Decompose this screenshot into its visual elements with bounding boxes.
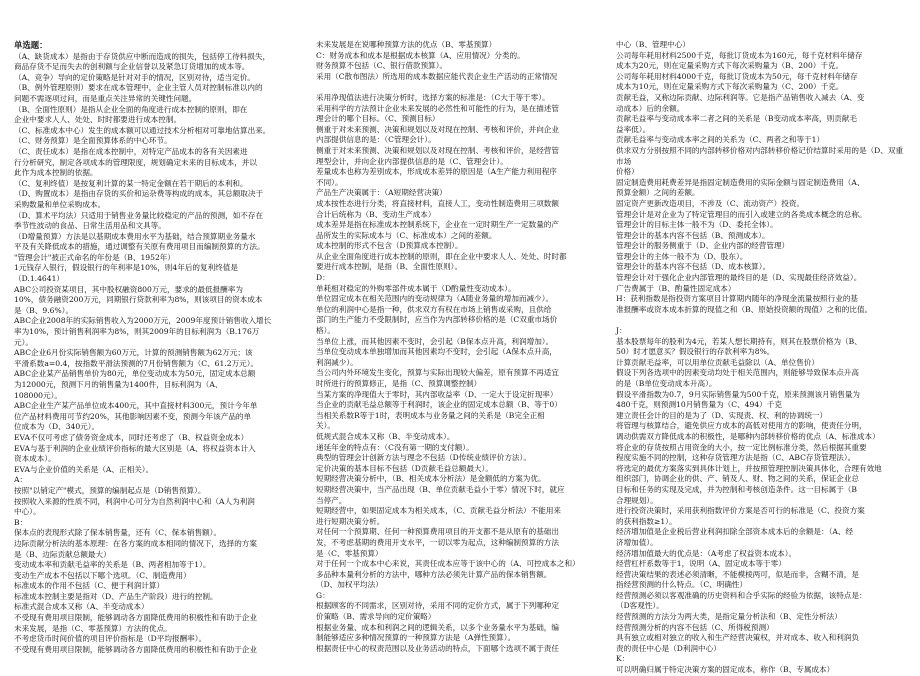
text-line: 成本为10元，则在定量采购方式下每次采购量为（C、200）千克。 [616, 82, 844, 92]
text-line: 合理规划）。 [616, 495, 658, 505]
text-line: 制能够适应多种情况预算的一种预算方法是（A弹性预算）。 [316, 633, 516, 643]
text-line: 480千克，则预测10月销售量为（C、494）千克 [616, 400, 782, 410]
text-line: 不同）。 [316, 177, 343, 187]
text-line: 发，不考虑基期的费用开支水平，一切以零为起点，这种编制预算的方法 [316, 537, 559, 547]
text-line: 指经营预测的什么特点。（C、明确性） [616, 580, 748, 590]
text-line: 中心（B、管理中心） [616, 40, 690, 49]
text-line [316, 82, 604, 93]
text-line: 供求双方分别按照不同的内部转移价格对内部转移价格记价结算时采用的是（D、双重市场 [616, 145, 904, 166]
text-line: 经营决策结果的表述必须清晰，不能模棱两可，似是而非，含糊不清，是 [616, 569, 859, 579]
text-line: G： [316, 590, 330, 600]
text-line: 要进行成本控制，是指（B、全面性原则）。 [316, 262, 463, 272]
text-line: 的获利指数≥1）。 [616, 516, 677, 526]
text-line: 当单位上涨，而其他因素不变时，会引起（B保本点升高，利润增加）。 [316, 336, 554, 346]
text-line: 进行短期决策分析。 [316, 516, 385, 526]
text-line: H：获利指数是指投资方案项目计算期内随年的净现金流量按照行业的基 [616, 294, 859, 304]
text-line: 企业中要求人人、处处、时时都要进行成本控制。 [14, 115, 182, 125]
text-line: 部门的生产能力不受限制时，应当作为内部转移价格的是（C双重市场价 [316, 315, 558, 325]
text-line: 益率低）。 [616, 124, 651, 134]
text-line: 50）时才愿意买？假设银行的存款利率为8%。 [616, 347, 775, 357]
text-line: EVA与基于利润的企业业绩评价指标的最大区别是（A、将权益资本计入 [14, 443, 256, 453]
text-line: ABC企业2008年的实际销售收入为2000万元，2009年度预计销售收入增长 [14, 316, 272, 326]
text-line: 格）。 [316, 326, 335, 336]
text-column-left [14, 40, 302, 655]
text-line: 标准成本控制主要是指对（D、产品生产阶段）进行的控制。 [14, 591, 218, 601]
text-line: ABC公司投资某项目，其中股权融资800万元，要求的最低报酬率为 [14, 284, 243, 294]
text-line: 108000元）。 [14, 390, 62, 400]
text-line: 元）。 [14, 337, 33, 347]
text-column-middle [316, 40, 604, 654]
text-line: 差量成本也称为差别成本，形成成本差异的原因是（A生产能力利用程序 [316, 167, 557, 177]
text-line: （D增量预算）方法是以基期成本费用水平为基础，结合预算期业务量水 [14, 231, 256, 241]
text-line: 成本控制的形式不包含（D预算成本控制）。 [316, 241, 463, 251]
text-line: 此作为成本控制的依据。 [14, 168, 98, 178]
text-line: 从企业全面角度进行成本控制的原则，即在企业中要求人人、处处、时时都 [316, 251, 567, 261]
text-line: 1元钱存入银行，假设银行的年利率是10%，则4年后的复利终值是 [14, 263, 238, 273]
text-column-right [616, 40, 904, 676]
text-line: 管理会计的主体一般不为（D、股东）。 [616, 251, 748, 261]
text-line: 当相关系数R等于1时，表明成本与业务量之间的关系是（B完全正相 [316, 410, 545, 420]
text-line: 当单位变动成本单独增加而其他因素均不变时，会引起（A保本点升高， [316, 347, 557, 357]
text-line: 低规式混合成本又称（B、半变动成本）。 [316, 431, 455, 441]
text-line: 对任何一个预算期、任何一种预算费用项目的开支都不是从原有的基础出 [316, 527, 559, 537]
text-line: B： [14, 517, 28, 527]
text-line: 目标和任务的实现及完成，并为控制和考核创造条件。这一目标属于（B [616, 484, 857, 494]
text-line: 经营预测分析的内容不包括（C、所得税预测） [616, 622, 774, 632]
text-line: 经营预测必须以客观准确的历史资料和合乎实际的经验为依据，该特点是： [616, 590, 867, 600]
text-line: 将选定的最优方案落实到具体计划上，并按照管理控制决策具体化，合理有效地 [616, 463, 882, 473]
text-line: 管理会计是对企业为了特定管理目的而引入或建立的各类成本概念的总称。 [616, 209, 867, 219]
text-line: 按照收入来源的性质不同，利润中心可分为自然利润中心和（A人为利润 [14, 496, 255, 506]
text-line: 未来发展，是指（C、零基预算）方法的优点。 [14, 623, 172, 633]
text-line: 边际贡献分析法的基本原理：在各方案的成本相同的情况下，选择的方案 [14, 538, 257, 548]
text-line: 10%，债务融资200万元，同期银行贷款利率为8%，则该项目的资本成本 [14, 295, 263, 305]
text-line: 单位固定成本在相关范围内的变动规律为（A随业务量的增加而减少）。 [316, 294, 554, 304]
text-line: 贡献毛益率与变动成本率之间的关系为（C、两者之和等于1） [616, 135, 825, 145]
text-line: （C、财务预算）是全面预算体系的中心环节。 [14, 136, 172, 146]
text-line: 是（B、边际贡献总额最大） [14, 549, 111, 559]
text-line: 当企业的贡献毛益总额等于利润时，该企业的固定成本总额（B、等于0） [316, 400, 562, 410]
text-line: 当停产。 [316, 495, 347, 505]
text-line: 定价决策的基本目标不包括（D贡献毛益总额最大）。 [316, 463, 493, 473]
text-line: 变动生产成本不包括以下哪个选项。（C、制造费用） [14, 570, 191, 580]
text-line: 对于任何一个成本中心来说，其责任成本应等于该中心的（A、可控成本之和） [316, 559, 580, 569]
text-line: ABC企业6月份实际销售额为60万元，计算的预测销售额为62万元；该 [14, 348, 253, 358]
text-line: 短期经营决策中，当产品出现（B、单位贡献毛益小于零）情况下时，就应 [316, 484, 565, 494]
text-line: 基本股票每年的股利为4元，若某人想长期持有，则其在股票价格为（B、 [616, 336, 862, 346]
text-line: 采用科学的方法预计企业未来发展的必然性和可能性的行为，是在描述管 [316, 103, 559, 113]
text-line: 责的责任中心是（D利润中心） [616, 643, 721, 653]
text-line: 管理会计对于强化企业内部管理的最终目的是（D、实现最佳经济效益）。 [616, 273, 862, 283]
text-line: 根据顾客的不同需求，区别对待，采用不同的定价方式，属于下列哪种定 [316, 601, 559, 611]
text-line: 标准式混合成本又称（A、半变动成本） [14, 602, 149, 612]
text-line: 是（B、9.6%）。 [14, 305, 74, 315]
text-line: 固定资产更新改造项目，不涉及（C、流动资产）投资。 [616, 198, 805, 208]
text-line: 根据责任中心的权责范围以及业务活动的特点，下面哪个选项不属于责任 [316, 643, 559, 653]
text-line: 调动供需双方降低成本的积极性，是哪种内部转移价格的优点（A、标准成本） [616, 431, 880, 441]
text-line: 假设下列各选项中的因素变动均处于相关范围内，则能够导致保本点升高 [616, 368, 859, 378]
text-line: 单位的利润中心是指一种，供求双方有权在市场上销售或采购，且供给 [316, 304, 552, 314]
text-line: ABC企业生产某产品单位成本400元，其中直接材料300元，预计今年单 [14, 401, 258, 411]
text-line: 计算贡献毛益率，可以用单位贡献毛益除以（A、单位售价） [616, 357, 819, 367]
text-line: 位成本为（D、340元）。 [14, 422, 100, 432]
text-line: 问题不需逐项过问，而是重点关注异常的关键性问题。 [14, 93, 197, 103]
text-line: 管理会计的基本内容不包括（D、成本核算）。 [616, 262, 771, 272]
text-line: （D、加权平均法） [316, 580, 383, 590]
text-line: （A、竞争）导向的定价策略是针对对手的情况，区别对待，适当定价。 [14, 72, 255, 82]
text-line: 理会计的哪个目标。（C、预测目标） [316, 114, 440, 124]
text-line: D： [316, 273, 330, 283]
text-line: 变动成本率和贡献毛益率的关系是（B、两者相加等于1）。 [14, 560, 211, 570]
text-line: 进行投资决策时，采用获利指数评价方案是否可行的标准是（C、投资方案 [616, 506, 865, 516]
text-line: 将管理与核算结合，避免供应方成本的高低对使用方的影响，使责任分明， [616, 421, 867, 431]
text-line: 程度实施不同的控制，这种存货管理方法是指（C、ABC存货管理法）。 [616, 453, 856, 463]
text-line: （D.1.4641） [14, 274, 64, 284]
text-line: 贡献毛益率与变动成本率二者之间的关系是（B变动成本率高，则贡献毛 [616, 114, 857, 124]
text-line: J： [616, 326, 627, 336]
text-line: 经营杠杆系数等于1，说明（A、固定成本等于零） [616, 559, 786, 569]
text-line: 率为10%，预计销售利润率为8%，则其2009年的目标利润为（B.176万 [14, 327, 260, 337]
text-line: 动成本）后的余额。 [616, 103, 685, 113]
text-line: 公司每年耗用材料2500千克，每批订货成本为160元，每千克材料年储存 [616, 50, 863, 60]
text-line: 采购数量和单位采购成本。 [14, 199, 106, 209]
text-line: （C、标准成本中心）发生的成本额可以通过技术分析相对可靠地估算出来。 [14, 125, 271, 135]
text-line: 当公司内外环境发生变化，预算与实际出现较大偏差，原有预算不再适宜 [316, 368, 559, 378]
text-line: 经济增加值是企业税后营业利润扣除全部资本成本后的余额是：（A、经 [616, 527, 854, 537]
text-line: 侧重于对未来预测、决策和规划以及对现在控制、考核和评价，并向企业 [316, 124, 559, 134]
text-line: 利润减少）。 [316, 357, 358, 367]
text-line: 将企业的存货按照占用资金的大小，按一定比例标准分类，然后根据其重要 [616, 442, 867, 452]
text-line: 具有独立或相对独立的收入和生产经营决策权，并对成本、收入和利润负 [616, 633, 859, 643]
text-line: 贡献毛益，又称边际贡献、边际利润等。它是指产品销售收入减去（A、变 [616, 92, 865, 102]
text-line: 经营预测的方法分为两大类，是指定量分析法和（B、定性分析法） [616, 612, 842, 622]
text-line: 内部提供信息的是：（C管理会计）。 [316, 135, 436, 145]
text-line: 广告费属于（B、酌量性固定成本） [616, 283, 736, 293]
text-line: 理型会计，并向企业内部提供信息的是（C、管理会计）。 [316, 156, 508, 166]
text-line: "管理会计"被正式命名的年份是（B、1952年） [14, 252, 175, 262]
text-line: 按照"以销定产"模式，预算的编制起点是（D销售预算）。 [14, 485, 206, 495]
text-line: （D客观性）。 [616, 601, 664, 611]
text-line: 为12000元，预测下月的销售量为1400件，目标利润为（A、 [14, 380, 223, 389]
text-line: 不受现有费用项目限制，能够调动各方面降低费用的积极性和有助于企业 [14, 644, 257, 654]
text-line: 管理会计的服务侧重于（D、企业内部的经营管理） [616, 241, 790, 251]
text-line: 当某方案的净现值大于零时，其内部收益率（D、一定大于设定折现率） [316, 389, 558, 399]
text-line: 单耗相对稳定的外购零部件成本属于（D酌量性变动成本）。 [316, 283, 516, 293]
text-line: 短期经营决策分析中，（B、相关成本分析法）是金额低的方案为优。 [316, 474, 546, 484]
text-line: 未来发展是在说哪种预算方法的优点（B、零基预算） [316, 40, 497, 49]
text-line: 合计后统称为（B、变动生产成本） [316, 209, 436, 219]
text-line: 不考虑货币时间价值的项目评价指标是（D平均报酬率）。 [14, 634, 207, 644]
text-line: （B、全面性原则）是指从企业全面的角度进行成本控制的原则，即在 [14, 104, 248, 114]
text-line: （C、责任成本）是指在成本控制中，对特定产品成本的各有关因素进 [14, 146, 248, 156]
text-line: 平滑系数a=0.4，按指数平滑法预测的7月份销售额为（C、61.2万元）。 [14, 358, 259, 368]
text-line: 中心）。 [14, 507, 41, 517]
text-line: （D、购置成本）是指由存货的买价和运杂费等构成的成本，其总额取决于 [14, 189, 264, 199]
text-line: 平及有关降低成本的措施，通过调整有关原有费用项目而编制预算的方法。 [14, 242, 265, 252]
text-line: 短期经营中，如果固定成本为相关成本，（C、贡献毛益分析法）不能用来 [316, 506, 562, 516]
text-line: 经济增加值最大的优点是：（A考虑了权益资本成本）。 [616, 548, 797, 558]
text-line: 财务预算不包括（C、银行借款预算）。 [316, 61, 448, 71]
text-line: A： [14, 475, 28, 485]
text-line: （C、复利终值）是按复利计算的某一特定金额在若干期后的本利和。 [14, 178, 248, 188]
text-line: （A、缺货成本）是指由于存货供应中断而造成的损失，包括停工待料损失， [14, 51, 271, 61]
text-line: 多品种本量利分析的方法中，哪种方法必须先计算产品的保本销售额。 [316, 569, 552, 579]
text-line: 公司每年耗用材料4000千克，每批订货成本为50元，每千克材料年储存 [616, 71, 858, 81]
text-line: 不受现有费用项目限制，能够调动各方面降低费用的积极性和有助于企业 [14, 613, 257, 623]
text-line: 预算金额）之间的差额。 [616, 188, 700, 198]
text-line: 保本点的表现形式除了保本销售量，还有（C、保本销售额）。 [14, 528, 222, 538]
text-line: 产品生产决策属于：（A短期经营决策） [316, 188, 447, 198]
text-line: 管理会计的目标主体一般不为（D、委托全体）。 [616, 220, 778, 230]
text-line: EVA不仅可考虑了债务资金成本，同时还考虑了（B、权益资金成本） [14, 432, 249, 442]
text-line: 品所发生的实际成本与（C、标准成本）之间的差额。 [316, 230, 497, 240]
text-line: （B、例外管理原则）要求在成本管理中，企业主管人员对控制标准以内的 [14, 83, 263, 93]
text-line: 侧重于对未来预测、决策和规划以及对现在控制、考核和评价，是经营管 [316, 145, 559, 155]
text-line: 采用（C散布图法）所选用的成本数据应能代表企业生产活动的正常情况 [316, 71, 558, 81]
text-line: 假设平滑指数为0.7，9月实际销售量为500千克，原来预测该月销售量为 [616, 389, 861, 399]
text-line: 成本差异是指在标准成本控制系统下，企业在一定时期生产一定数量的产 [316, 220, 559, 230]
text-line: 根据业务量、成本和利润之间的逻辑关系，以多个业务量水平为基础，编 [316, 622, 559, 632]
text-line: 价策略（B、需求导向的定价策略） [316, 612, 436, 622]
text-line: 组织部门，协调企业的供、产、销及人、财、物之间的关系，保证企业总 [616, 474, 859, 484]
text-line: C：财务成本和成本是根据成本核算（A、应用情况）分类的。 [316, 50, 525, 60]
text-line: 标准成本的作用不包括（C、便于利润计算） [14, 581, 165, 591]
text-line: 季节性波动的食品、日常生活用品和文具等。 [14, 221, 166, 231]
text-line: 成本按性态进行分类，将直接材料，直接人工，变动性制造费用三项数额 [316, 198, 559, 208]
text-line: 管理会计的基本内容不包括（B、预测成本）。 [616, 230, 770, 240]
text-line: K： [616, 654, 630, 664]
text-line: （D、算术平均法）只适用于销售业务量比较稳定的产品的预测，如不存在 [14, 210, 264, 220]
text-line: 采用净现值法进行决策分析时，选择方案的标准是：（C大于等于零）。 [316, 92, 550, 102]
text-line: 成本为20元，则在定量采购方式下每次采购量为（B、200）千克。 [616, 61, 844, 71]
text-line: 关）。 [316, 421, 335, 431]
text-line: 资本成本）。 [14, 454, 56, 464]
text-line: 固定制造费用耗费差异是指固定制造费用的实际金额与固定制造费用（A、 [616, 177, 865, 187]
text-line: 建立责任会计的目的是为了（D、实现责、权、利的协调统一） [616, 410, 828, 420]
text-line: ABC企业某产品销售单价为80元，单位变动成本为50元，固定成本总额 [14, 369, 256, 379]
text-line [616, 315, 904, 326]
text-line: 单选题： [14, 40, 48, 50]
text-line: 时所进行的预算修正，是指（C、预算调整控制） [316, 379, 482, 388]
text-line: 价格） [616, 167, 639, 177]
text-line: 行分析研究，制定各项成本的管理限度，规划确定未来的目标成本，并以 [14, 157, 257, 167]
text-line: 递延年金的特点有：（C没有第一期的支付额）。 [316, 442, 474, 452]
text-line: 的是（B单位变动成本升高）。 [616, 379, 717, 388]
text-line: 是（C、零基预算） [316, 548, 383, 558]
text-line: 准报酬率或资本成本折算的现值之和（B、原始投资额的现值）之和的比值。 [616, 304, 873, 314]
text-line: 可以明确归属于特定决策方案的固定成本，称作（B、专属成本） [616, 665, 835, 675]
text-line: 位产品材料费用可节约20%，其他影响因素不变，预测今年该产品的单 [14, 411, 252, 421]
text-line: EVA与企业价值的关系是（A、正相关）。 [14, 464, 154, 474]
text-line: 商品存货不足而失去的创利额与企业信誉以及紧急订货增加的成本等。 [14, 62, 250, 72]
text-line: 典型的管理会计创新方法与理念不包括（D传统业绩评价方法）。 [316, 453, 531, 463]
text-line: 济增加值）。 [616, 537, 658, 547]
